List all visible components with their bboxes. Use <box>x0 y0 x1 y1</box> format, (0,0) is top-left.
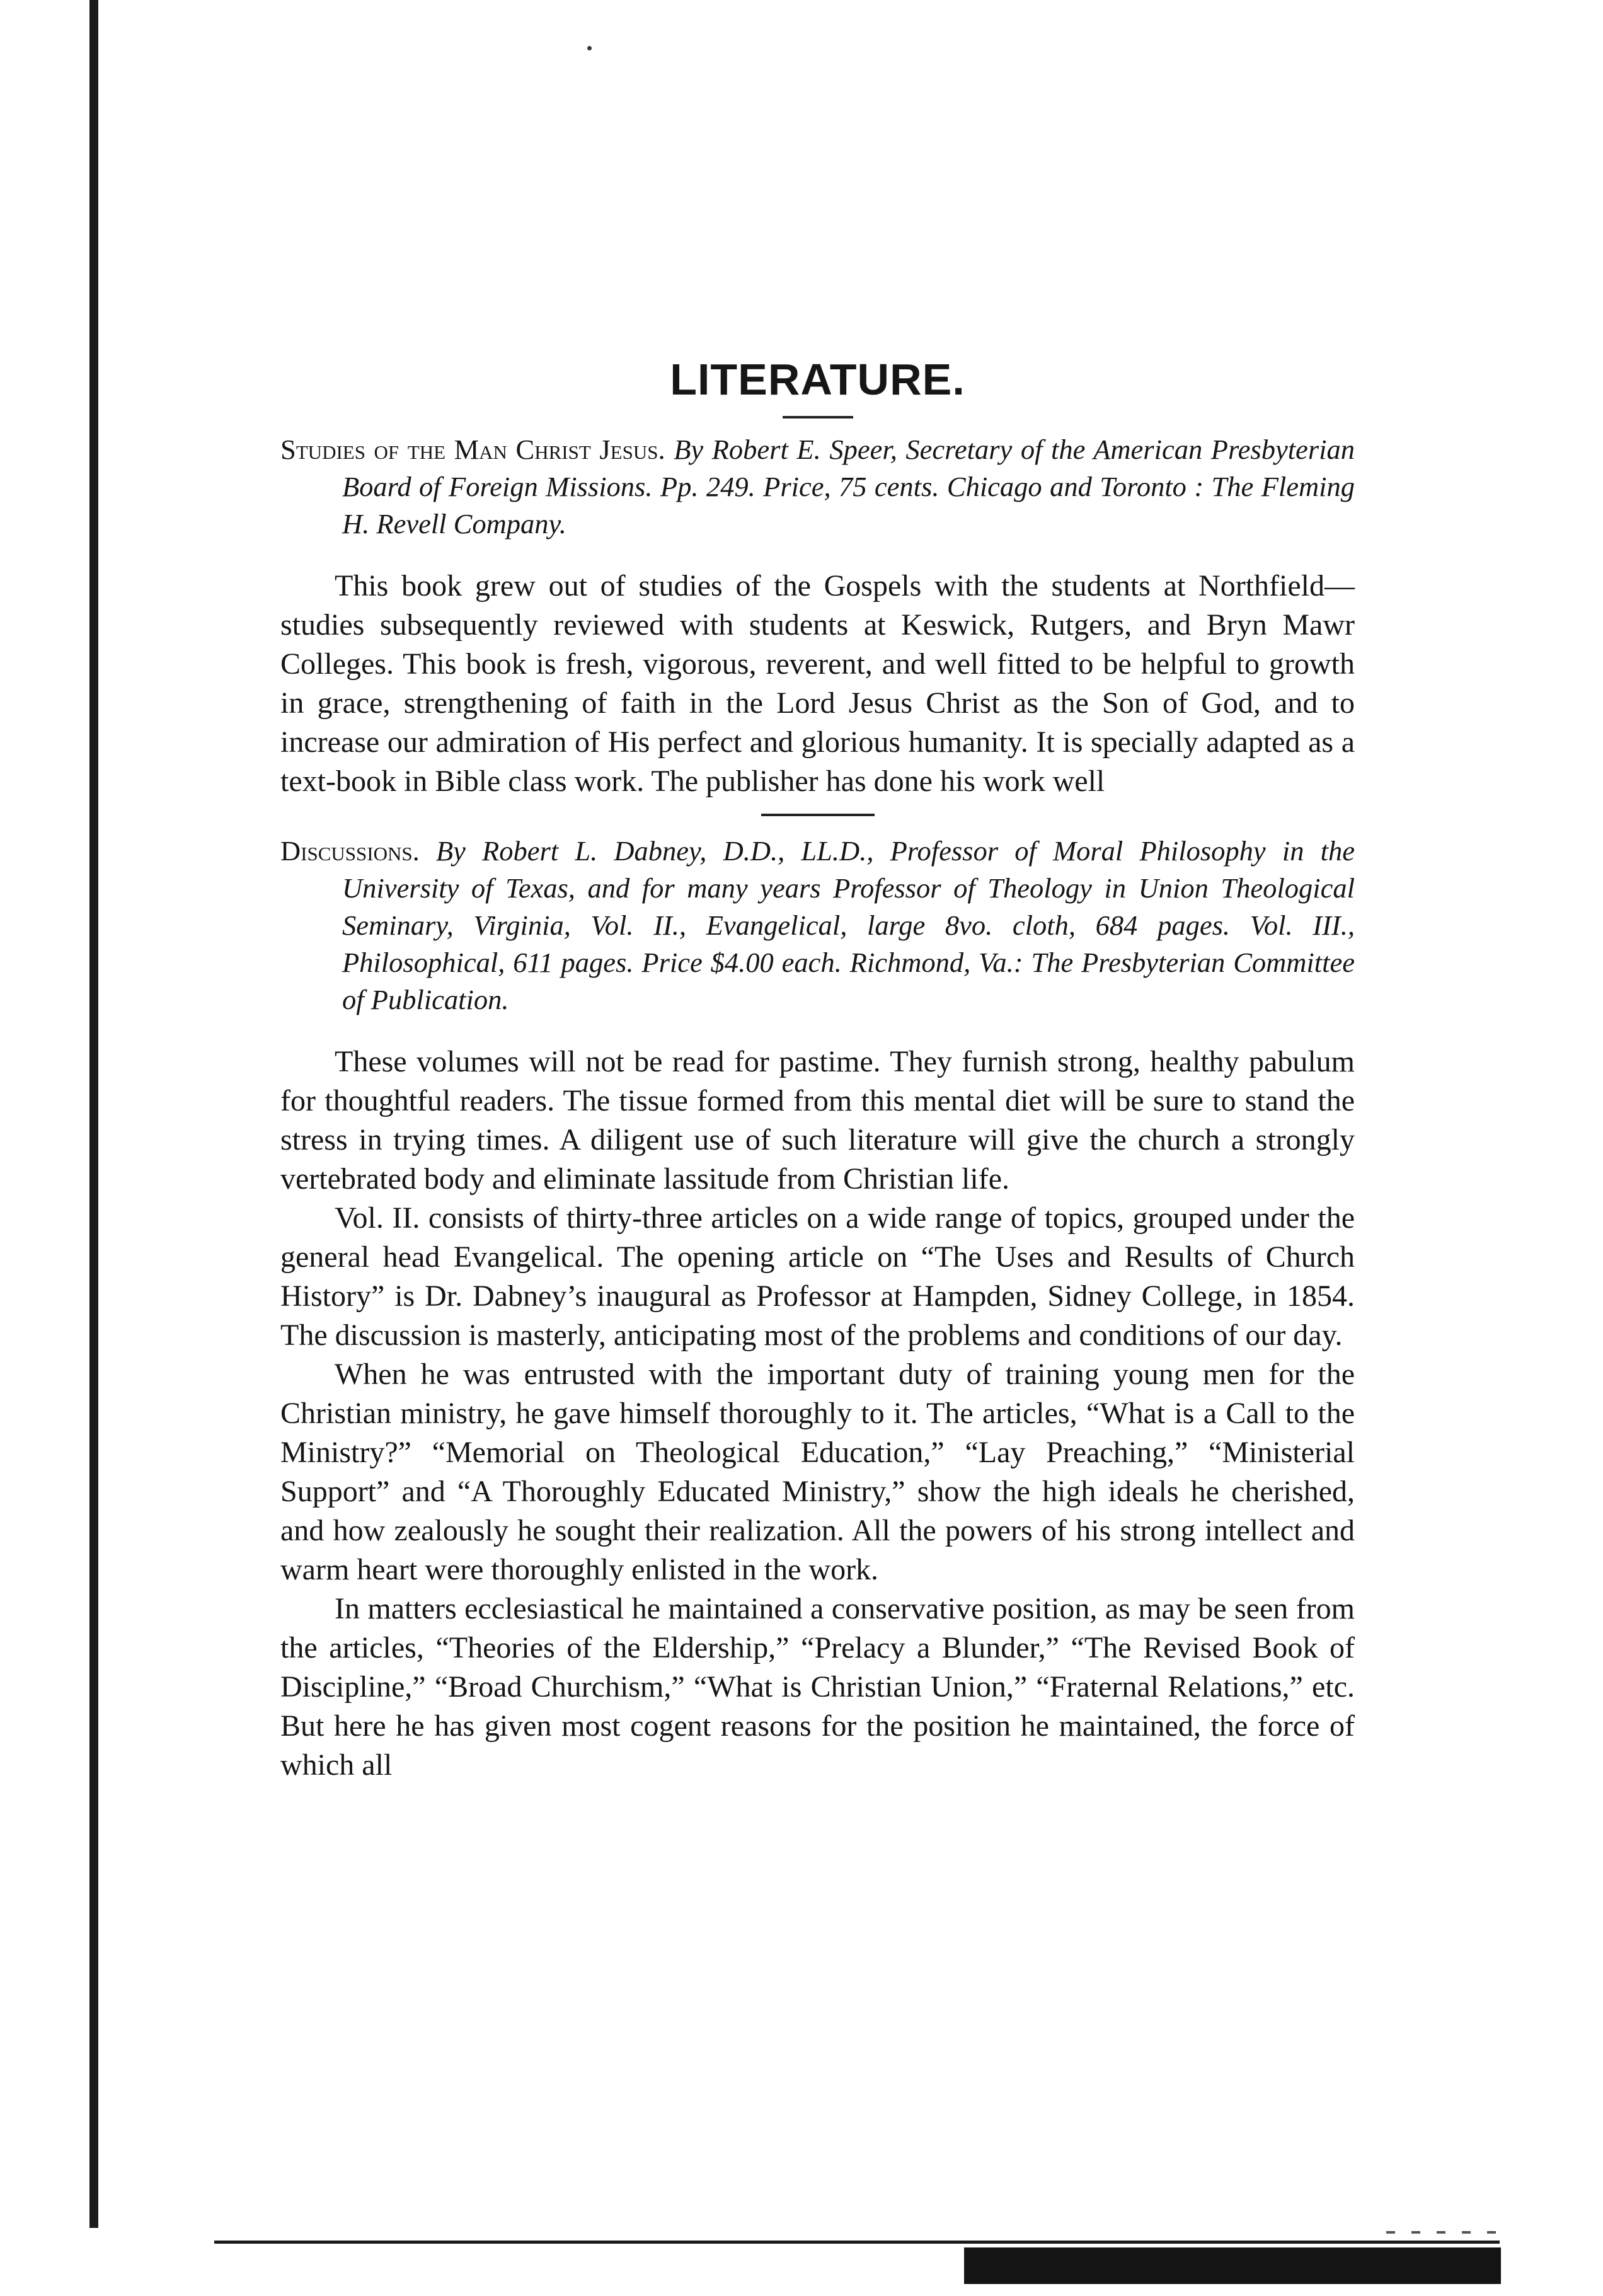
review-dabney <box>280 833 1355 1785</box>
scan-shadow-band <box>964 2247 1501 2284</box>
book-description: By Robert E. Speer, Secretary of the American Presbyterian Board of Foreign Missions. Pp. 249. Price, 75 cents. Chicago and Toronto : The Fleming H. Revell Company. <box>342 434 1355 539</box>
section-divider <box>761 814 875 816</box>
review-entry-header <box>280 833 1355 1018</box>
review-entry-header <box>280 431 1355 543</box>
ink-speck <box>587 46 592 50</box>
review-paragraph: In matters ecclesiastical he maintained a conservative position, as may be seen from the articles, “Theories of the Eldership,” “Prelacy a Blunder,” “The Revised Book of Discipline,” “Broad Churchism,” “What is Christian Union,” “Fraternal Relations,” etc. But here he has given most cogent reasons for the position he maintained, the force of which all <box>280 1592 1355 1782</box>
page-title: LITERATURE. <box>670 355 965 404</box>
title-rule <box>783 416 853 418</box>
page-content <box>280 353 1355 1785</box>
review-paragraph: These volumes will not be read for pastime. They furnish strong, healthy pabulum for thoughtful readers. The tissue formed from this mental diet will be sure to stand the stress in trying times. A diligent use of such literature will give the church a strongly vertebrated body and eliminate lassitude from Christian life. <box>280 1045 1355 1196</box>
book-title: Studies of the Man Christ Jesus. <box>280 434 665 465</box>
footer-rule <box>214 2241 1500 2244</box>
book-description: By Robert L. Dabney, D.D., LL.D., Professor of Moral Philosophy in the University of Texas, and for many years Professor of Theology in Union Theological Seminary, Virginia, Vol. II., Evangelical, large 8vo. cloth, 684 pages. Vol. III., Philosophical, 611 pages. Price $4.00 each. Richmond, Va.: The Presbyterian Committee of Publication. <box>342 835 1355 1015</box>
review-paragraph: This book grew out of studies of the Gospels with the students at Northfield—studies subsequently reviewed with students at Keswick, Rutgers, and Bryn Mawr Colleges. This book is fresh, vigorous, reverent, and well fitted to be helpful to growth in grace, strengthening of faith in the Lord Jesus Christ as the Son of God, and to increase our admiration of His perfect and glorious humanity. It is specially adapted as a text-book in Bible class work. The publisher has done his work well <box>280 569 1355 798</box>
binding-edge-bar <box>89 0 98 2228</box>
scan-specks <box>1386 2231 1500 2234</box>
review-paragraph: Vol. II. consists of thirty-three articles on a wide range of topics, grouped under the general head Evangelical. The opening article on “The Uses and Results of Church History” is Dr. Dabney’s inaugural as Professor at Hampden, Sidney College, in 1854. The discussion is masterly, anticipating most of the problems and conditions of our day. <box>280 1201 1355 1352</box>
review-paragraph: When he was entrusted with the important duty of training young men for the Christian ministry, he gave himself thoroughly to it. The articles, “What is a Call to the Ministry?” “Memorial on Theological Education,” “Lay Preaching,” “Ministerial Support” and “A Thoroughly Educated Ministry,” show the high ideals he cherished, and how zealously he sought their realization. All the powers of his strong intellect and warm heart were thoroughly enlisted in the work. <box>280 1358 1355 1586</box>
review-speer <box>280 431 1355 801</box>
book-title: Discussions. <box>280 835 420 867</box>
